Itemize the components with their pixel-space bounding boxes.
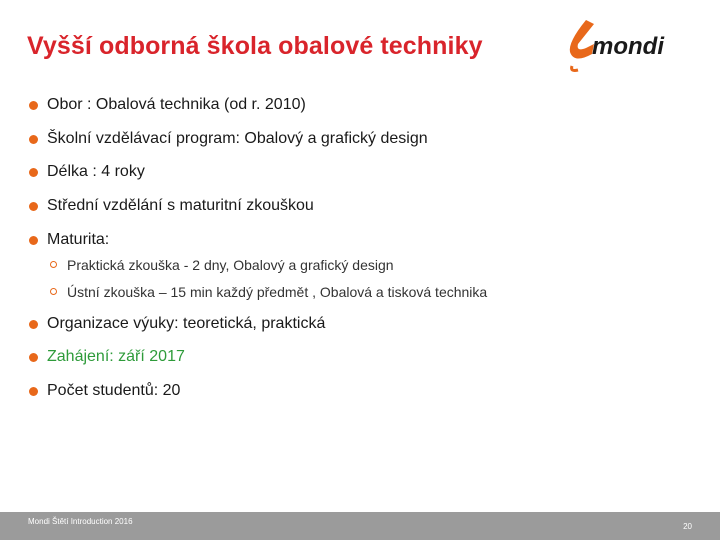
mondi-logo-text: mondi [592, 33, 664, 60]
footer-text: Mondi Štětí Introduction 2016 [28, 517, 133, 526]
ring-bullet-icon [50, 288, 57, 295]
bullet-dot-icon [29, 135, 38, 144]
footer-bar [0, 512, 720, 540]
bullet-dot-icon [29, 387, 38, 396]
bullet-dot-icon [29, 202, 38, 211]
bullet-dot-icon [29, 320, 38, 329]
bullet-dot-icon [29, 168, 38, 177]
mondi-logo-swoosh [570, 20, 594, 59]
bullet-dot-icon [29, 101, 38, 110]
page-number: 20 [683, 522, 692, 531]
start-date-text: Zahájení: září 2017 [47, 348, 185, 365]
bullet-dot-icon [29, 236, 38, 245]
mondi-logo [564, 18, 684, 74]
slide-title: Vyšší odborná škola obalové techniky [27, 32, 483, 60]
ring-bullet-icon [50, 261, 57, 268]
bullet-dot-icon [29, 353, 38, 362]
